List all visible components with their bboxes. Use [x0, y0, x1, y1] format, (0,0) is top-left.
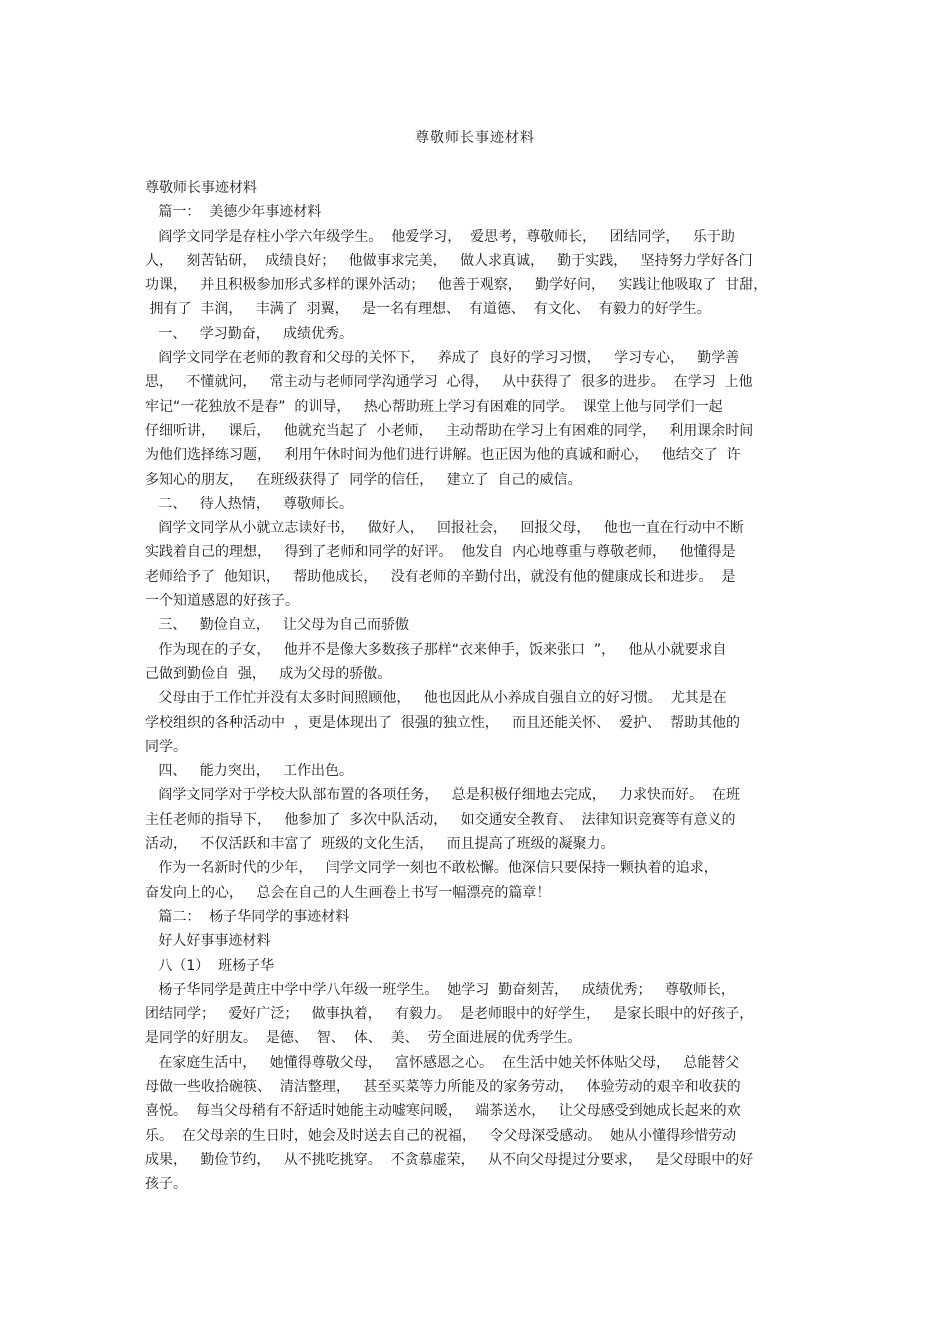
body-line: 作为一名新时代的少年， 闫学文同学一刻也不敢松懈。他深信只要保持一颗执着的追求， [145, 860, 718, 877]
body-line: 母做一些收拾碗筷、 清洁整理， 甚至买菜等力所能及的家务劳动， 体验劳动的艰辛和收获的 [145, 1078, 741, 1095]
body-line: 好人好事事迹材料 [145, 933, 271, 950]
body-line: 二、 待人热情， 尊敬师长。 [145, 495, 354, 512]
body-line: 同学。 [145, 738, 187, 755]
body-line: 阎学文同学对于学校大队部布置的各项任务， 总是积极仔细地去完成， 力求快而好。 在班 [145, 787, 740, 804]
body-line: 思， 不懂就问， 常主动与老师同学沟通学习 心得， 从中获得了 很多的进步。 在学习 上他 [145, 374, 753, 391]
body-line: 八（1） 班杨子华 [145, 957, 275, 974]
body-line: 拥有了 丰润， 丰满了 羽翼， 是一名有理想、 有道德、 有文化、 有毅力的好学生。 [145, 301, 711, 318]
body-line: 喜悦。 每当父母稍有不舒适时她能主动嘘寒问暖， 端茶送水， 让父母感受到她成长起来的欢 [145, 1103, 741, 1120]
body-line: 阎学文同学是存柱小学六年级学生。 他爱学习， 爱思考，尊敬师长， 团结同学， 乐于助 [145, 228, 735, 245]
body-line: 己做到勤俭自 强， 成为父母的骄傲。 [145, 665, 392, 682]
body-line: 作为现在的子女， 他并不是像大多数孩子那样“衣来伸手，饭来张口 ”， 他从小就要求自 [145, 641, 727, 658]
body-line: 多知心的朋友， 在班级获得了 同学的信任， 建立了 自己的威信。 [145, 471, 582, 488]
body-line: 仔细听讲， 课后， 他就充当起了 小老师， 主动帮助在学习上有困难的同学， 利用课余时间 [145, 422, 754, 439]
body-line: 奋发向上的心， 总会在自己的人生画卷上书写一幅漂亮的篇章！ [145, 884, 551, 901]
body-line: 篇二： 杨子华同学的事迹材料 [145, 908, 350, 925]
body-line: 篇一： 美德少年事迹材料 [145, 204, 322, 221]
body-line: 父母由于工作忙并没有太多时间照顾他， 他也因此从小养成自强自立的好习惯。 尤其是在 [145, 690, 727, 707]
body-line: 阎学文同学在老师的教育和父母的关怀下， 养成了 良好的学习习惯， 学习专心， 勤学善 [145, 350, 740, 367]
body-line: 一、 学习勤奋， 成绩优秀。 [145, 325, 354, 342]
body-line: 活动， 不仅活跃和丰富了 班级的文化生活， 而且提高了班级的凝聚力。 [145, 836, 615, 853]
body-line: 人， 刻苦钻研， 成绩良好； 他做事求完美， 做人求真诚， 勤于实践， 坚持努力学好各门 [145, 252, 753, 269]
body-line: 主任老师的指导下， 他参加了 多次中队活动， 如交通安全教育、 法律知识竞赛等有意义的 [145, 811, 736, 828]
body-line: 阎学文同学从小就立志读好书， 做好人， 回报社会， 回报父母， 他也一直在行动中不断 [145, 520, 744, 537]
page-title: 尊敬师长事迹材料 [415, 130, 535, 146]
body-line: 是同学的好朋友。 是德、 智、 体、 美、 劳全面进展的优秀学生。 [145, 1030, 582, 1047]
body-line: 牢记“一花独放不是春” 的训导， 热心帮助班上学习有困难的同学。 课堂上他与同学们一起 [145, 398, 723, 415]
document-body [145, 176, 815, 1196]
body-line: 学校组织的各种活动中 ，更是体现出了 很强的独立性， 而且还能关怀、 爱护、 帮助其他的 [145, 714, 740, 731]
body-line: 乐。 在父母亲的生日时，她会及时送去自己的祝福， 令父母深受感动。 她从小懂得珍惜劳动 [145, 1127, 737, 1144]
body-line: 杨子华同学是黄庄中学中学八年级一班学生。 她学习 勤奋刻苦， 成绩优秀； 尊敬师长， [145, 981, 735, 998]
body-line: 实践着自己的理想， 得到了老师和同学的好评。 他发自 内心地尊重与尊敬老师， 他懂得是 [145, 544, 736, 561]
body-line: 成果， 勤俭节约， 从不挑吃挑穿。 不贪慕虚荣， 从不向父母提过分要求， 是父母眼中的好 [145, 1151, 754, 1168]
body-line: 孩子。 [145, 1176, 187, 1193]
body-line: 在家庭生活中， 她懂得尊敬父母， 富怀感恩之心。 在生活中她关怀体贴父母， 总能替父 [145, 1054, 740, 1071]
body-line: 功课， 并且积极参加形式多样的课外活动； 他善于观察， 勤学好问， 实践让他吸取了 甘甜， [145, 277, 768, 294]
body-line: 老师给予了 他知识， 帮助他成长， 没有老师的辛勤付出，就没有他的健康成长和进步。 是 [145, 568, 736, 585]
body-line: 团结同学； 爱好广泛； 做事执着， 有毅力。 是老师眼中的好学生， 是家长眼中的好孩子， [145, 1006, 754, 1023]
body-line: 为他们选择练习题， 利用午休时间为他们进行讲解。也正因为他的真诚和耐心， 他结交了 许 [145, 447, 741, 464]
body-line: 尊敬师长事迹材料 [145, 180, 257, 196]
body-line: 三、 勤俭自立， 让父母为自己而骄傲 [145, 617, 410, 634]
body-line: 一个知道感恩的好孩子。 [145, 593, 299, 610]
body-line: 四、 能力突出， 工作出色。 [145, 763, 354, 780]
